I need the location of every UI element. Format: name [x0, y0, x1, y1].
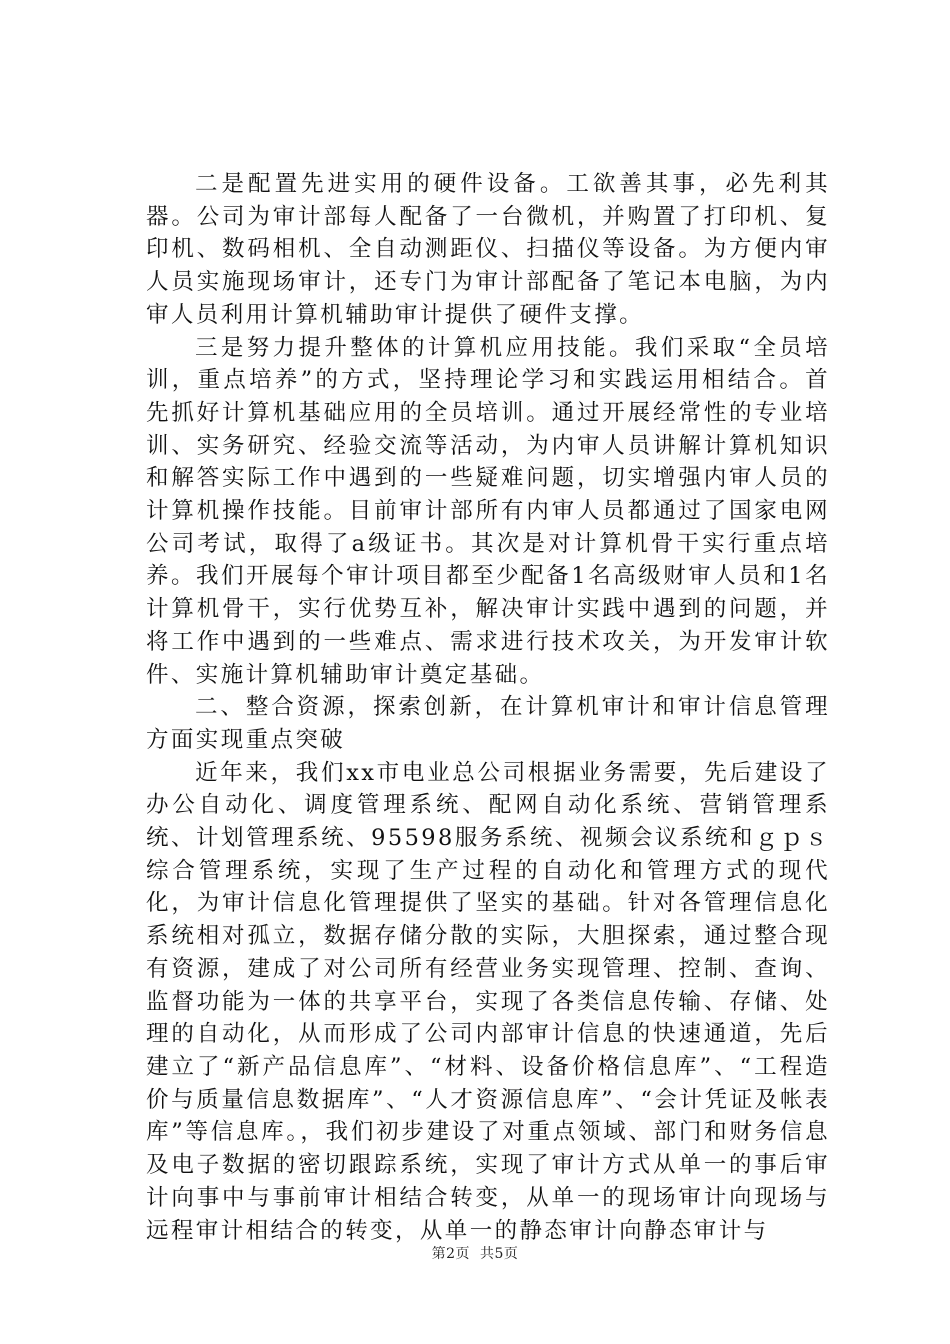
page-footer	[0, 1244, 950, 1264]
paragraph-recent-years: 近年来，我们xx市电业总公司根据业务需要，先后建设了办公自动化、调度管理系统、配网自动化系统、营销管理系统、计划管理系统、95598服务系统、视频会议系统和ｇｐｓ综合管理系统，实现了生产过程的自动化和管理方式的现代化，为审计信息化管理提供了坚实的基础。针对各管理信息化系统相对孤立，数据存储分散的实际，大胆探索，通过整合现有资源，建成了对公司所有经营业务实现管理、控制、查询、监督功能为一体的共享平台，实现了各类信息传输、存储、处理的自动化，从而形成了公司内部审计信息的快速通道，先后建立了“新产品信息库”、“材料、设备价格信息库”、“工程造价与质量信息数据库”、“人才资源信息库”、“会计凭证及帐表库”等信息库。，我们初步建设了对重点领域、部门和财务信息及电子数据的密切跟踪系统，实现了审计方式从单一的事后审计向事中与事前审计相结合转变，从单一的现场审计向现场与远程审计相结合的转变，从单一的静态审计向静态审计与	[146, 759, 830, 1244]
paragraph-hardware: 二是配置先进实用的硬件设备。工欲善其事，必先利其器。公司为审计部每人配备了一台微机，并购置了打印机、复印机、数码相机、全自动测距仪、扫描仪等设备。为方便内审人员实施现场审计，还专门为审计部配备了笔记本电脑，为内审人员利用计算机辅助审计提供了硬件支撑。	[146, 171, 830, 328]
page-number: 第2页	[431, 1246, 471, 1262]
paragraph-skills: 三是努力提升整体的计算机应用技能。我们采取“全员培训，重点培养”的方式，坚持理论学习和实践运用相结合。首先抓好计算机基础应用的全员培训。通过开展经常性的专业培训、实务研究、经验交流等活动，为内审人员讲解计算机知识和解答实际工作中遇到的一些疑难问题，切实增强内审人员的计算机操作技能。目前审计部所有内审人员都通过了国家电网公司考试，取得了a级证书。其次是对计算机骨干实行重点培养。我们开展每个审计项目都至少配备1名高级财审人员和1名计算机骨干，实行优势互补，解决审计实践中遇到的问题，并将工作中遇到的一些难点、需求进行技术攻关，为开发审计软件、实施计算机辅助审计奠定基础。	[146, 334, 830, 688]
page-total: 共5页	[479, 1246, 519, 1262]
section-heading-integration: 二、整合资源，探索创新，在计算机审计和审计信息管理方面实现重点突破	[146, 694, 830, 753]
document-body	[146, 168, 830, 1247]
